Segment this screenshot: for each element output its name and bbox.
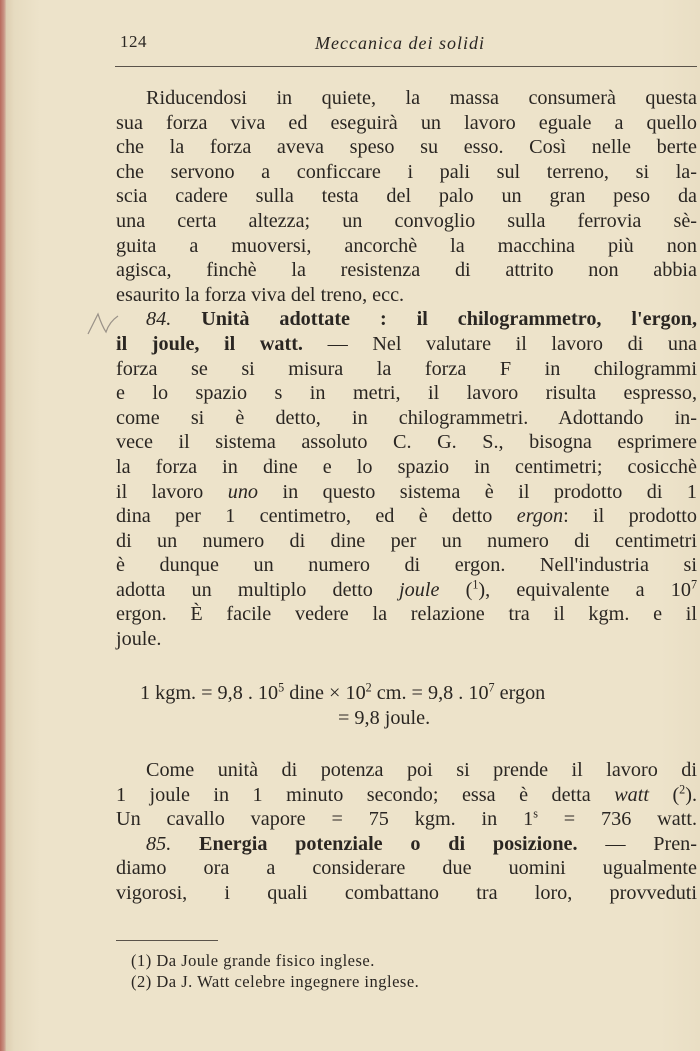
- exponent: s: [533, 806, 538, 821]
- text-line: esaurito la forza viva del treno, ecc.: [116, 283, 405, 306]
- main-text: [116, 86, 697, 652]
- text-line: e lo spazio s in metri, il lavoro risulta espresso,: [116, 382, 697, 405]
- text-span: dina per 1 centimetro, ed è detto: [116, 505, 493, 528]
- exponent: 5: [278, 680, 285, 695]
- formula-part: 1 kgm. = 9,8 . 10: [140, 682, 279, 704]
- page-number: 124: [120, 32, 147, 51]
- main-text-continued: [116, 758, 697, 906]
- section-85-heading: [116, 832, 697, 857]
- text-span: (: [672, 783, 680, 806]
- section-title: Unità adottate : il chilogrammetro, l'ergon,: [201, 308, 698, 331]
- text-line: di un numero di dine per un numero di centimetri: [116, 529, 697, 552]
- text-line: una certa altezza; un convoglio sulla ferrovia sè-: [116, 209, 697, 232]
- footnote: (2) Da J. Watt celebre ingegnere inglese.: [131, 972, 420, 991]
- page-header: [115, 32, 697, 62]
- footnote: (1) Da Joule grande fisico inglese.: [131, 951, 375, 970]
- exponent: 7: [690, 577, 697, 592]
- text-span: : il prodotto: [563, 505, 697, 528]
- exponent: 7: [488, 680, 495, 695]
- text-line: [116, 504, 697, 529]
- formula-part: dine × 10: [284, 682, 366, 704]
- italic-term: watt: [614, 783, 649, 806]
- formula-line: = 9,8 joule.: [338, 707, 431, 729]
- formula-part: ergon: [494, 682, 546, 704]
- italic-term: joule: [399, 578, 440, 601]
- text-span: ).: [685, 783, 698, 806]
- text-line: vece il sistema assoluto C. G. S., bisogna esprimere: [116, 431, 697, 454]
- running-title: Meccanica dei solidi: [315, 33, 485, 53]
- exponent: 2: [365, 680, 372, 695]
- text-line: diamo ora a considerare due uomini ugualmente: [116, 857, 697, 880]
- text-span: — Nel valutare il lavoro di una: [327, 332, 697, 355]
- text-line: scia cadere sulla testa del palo un gran peso da: [116, 185, 697, 208]
- section-number: 84.: [146, 308, 172, 331]
- formula-line: [140, 681, 700, 706]
- text-span: = 736 watt.: [537, 808, 697, 831]
- text-span: ), equivalente a 10: [478, 578, 691, 601]
- text-span: il lavoro: [116, 480, 204, 503]
- footnote-text: Da Joule grande fisico inglese.: [156, 951, 375, 970]
- text-line: è dunque un numero di ergon. Nell'industria si: [116, 554, 697, 577]
- text-line: agisca, finchè la resistenza di attrito non abbia: [116, 259, 697, 282]
- text-line: che la forza aveva speso su esso. Così nelle berte: [116, 136, 697, 159]
- text-line: [116, 480, 697, 505]
- text-span: — Pren-: [605, 832, 697, 855]
- text-span: 1 joule in 1 minuto secondo; essa è detta: [116, 783, 591, 806]
- text-line: Come unità di potenza poi si prende il lavoro di: [146, 759, 697, 781]
- section-number: 85.: [146, 832, 172, 855]
- text-span: (: [465, 578, 473, 601]
- italic-term: ergon: [516, 505, 564, 528]
- text-line: Riducendosi in quiete, la massa consumerà questa: [146, 87, 697, 109]
- text-line: la forza in dine e lo spazio in centimetri; cosicchè: [116, 455, 697, 478]
- footnote-mark: 2: [137, 972, 146, 991]
- book-spine-edge: [0, 0, 6, 1051]
- footnote-mark: 1: [137, 951, 146, 970]
- section-title-cont: il joule, il watt.: [116, 332, 303, 355]
- text-line: [116, 783, 697, 808]
- text-line: sua forza viva ed eseguirà un lavoro eguale a quello: [116, 111, 697, 134]
- footnote-rule: [116, 940, 218, 941]
- text-line: vigorosi, i quali combattano tra loro, provveduti: [116, 881, 697, 904]
- formula-part: cm. = 9,8 . 10: [371, 682, 489, 704]
- text-line: joule.: [116, 628, 162, 651]
- text-line: [116, 578, 697, 603]
- footnotes: [131, 950, 691, 992]
- text-line: forza se si misura la forza F in chilogrammi: [116, 357, 697, 380]
- text-span: adotta un multiplo detto: [116, 578, 373, 601]
- text-line: che servono a conficcare i pali sul terreno, si la-: [116, 160, 697, 183]
- text-line: come si è detto, in chilogrammetri. Adottando in-: [116, 406, 697, 429]
- text-line: [116, 807, 697, 832]
- italic-term: uno: [227, 480, 258, 503]
- text-span: Un cavallo vapore = 75 kgm. in 1: [116, 808, 534, 831]
- section-title: Energia potenziale o di posizione.: [199, 832, 578, 855]
- text-span: in questo sistema è il prodotto di 1: [282, 480, 698, 503]
- formula-block: [140, 681, 700, 731]
- footnote-ref[interactable]: 1: [472, 577, 479, 592]
- footnote-text: Da J. Watt celebre ingegnere inglese.: [156, 972, 420, 991]
- section-84-heading: [116, 307, 697, 332]
- header-rule: [115, 66, 697, 67]
- text-line: guita a muoversi, ancorchè la macchina più non: [116, 234, 697, 257]
- footnote-ref[interactable]: 2: [679, 781, 686, 796]
- text-line: ergon. È facile vedere la relazione tra il kgm. e il: [116, 603, 697, 626]
- text-line: [116, 332, 697, 357]
